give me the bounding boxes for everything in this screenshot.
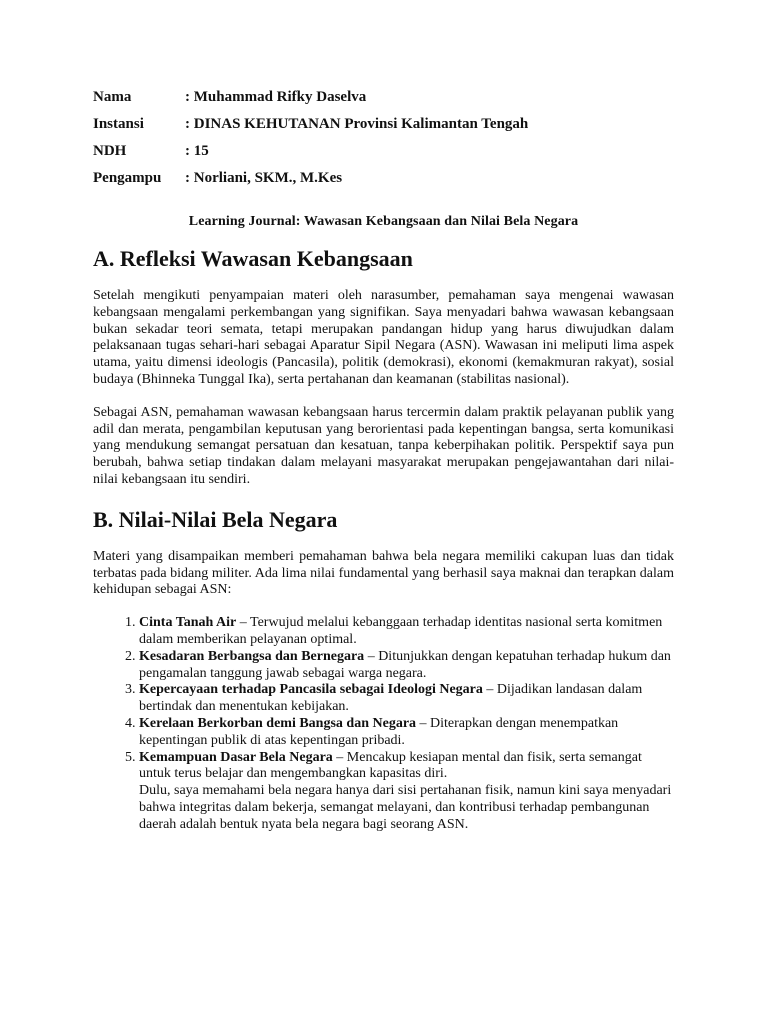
list-item-term: Kepercayaan terhadap Pancasila sebagai Ideologi Negara <box>139 682 483 698</box>
closing-paragraph: Dulu, saya memahami bela negara hanya dari sisi pertahanan fisik, namun kini saya menyadari bahwa integritas dalam bekerja, semangat melayani, dan kontribusi terhadap pembangunan daerah adalah bentuk nyata bela negara bagi seorang ASN. <box>139 783 672 832</box>
list-item-term: Cinta Tanah Air <box>139 615 237 631</box>
identity-block <box>93 85 674 193</box>
meta-label: NDH <box>93 143 127 159</box>
meta-row-pengampu <box>93 166 674 193</box>
meta-row-ndh <box>93 139 674 166</box>
list-item-text: – Dijadikan landasan dalam bertindak dan menentukan kebijakan. <box>139 682 643 715</box>
list-item-text: – Mencakup kesiapan mental dan fisik, serta semangat untuk terus belajar dan mengembangkan kapasitas diri. <box>139 749 642 782</box>
section-a-paragraph: Sebagai ASN, pemahaman wawasan kebangsaan harus tercermin dalam praktik pelayanan publik yang adil dan merata, pengambilan keputusan yang berorientasi pada kepentingan bangsa, serta komunikasi yang mendukung semangat persatuan dan kesatuan, tanpa keberpihakan politik. Perspektif saya pun berubah, bahwa setiap tindakan dalam melayani masyarakat merupakan pengejawantahan dari nilai-nilai kebangsaan itu sendiri. <box>93 404 674 487</box>
list-item-term: Kemampuan Dasar Bela Negara <box>139 749 333 765</box>
list-item <box>139 682 674 716</box>
section-a-paragraph: Setelah mengikuti penyampaian materi oleh narasumber, pemahaman saya mengenai wawasan kebangsaan mengalami perkembangan yang signifikan. Saya menyadari bahwa wawasan kebangsaan bukan sekadar teori semata, tetapi merupakan pandangan hidup yang harus diwujudkan dalam pelaksanaan tugas sehari-hari sebagai Aparatur Sipil Negara (ASN). Wawasan ini meliputi lima aspek utama, yaitu dimensi ideologis (Pancasila), politik (demokrasi), ekonomi (kemakmuran rakyat), sosial budaya (Bhinneka Tunggal Ika), serta pertahanan dan keamanan (stabilitas nasional). <box>93 288 674 387</box>
meta-row-nama <box>93 85 674 112</box>
list-item <box>139 716 674 750</box>
meta-value: : 15 <box>185 143 209 159</box>
meta-value: : Norliani, SKM., M.Kes <box>185 170 343 186</box>
meta-value: : Muhammad Rifky Daselva <box>185 89 367 105</box>
meta-label: Instansi <box>93 116 144 132</box>
list-item <box>139 615 674 649</box>
list-item-term: Kesadaran Berbangsa dan Bernegara <box>139 648 365 664</box>
meta-label: Pengampu <box>93 170 162 186</box>
section-a-heading: A. Refleksi Wawasan Kebangsaan <box>93 246 413 271</box>
meta-row-instansi <box>93 112 674 139</box>
list-item <box>139 750 674 834</box>
list-item-text: – Diterapkan dengan menempatkan kepentingan publik di atas kepentingan pribadi. <box>139 715 619 748</box>
list-item <box>139 649 674 683</box>
section-b-intro: Materi yang disampaikan memberi pemahaman bahwa bela negara memiliki cakupan luas dan tidak terbatas pada bidang militer. Ada lima nilai fundamental yang berhasil saya maknai dan terapkan dalam kehidupan sebagai ASN: <box>93 548 674 598</box>
meta-value: : DINAS KEHUTANAN Provinsi Kalimantan Tengah <box>185 116 529 132</box>
meta-label: Nama <box>93 89 132 105</box>
list-item-term: Kerelaan Berkorban demi Bangsa dan Negara <box>139 715 417 731</box>
journal-title: Learning Journal: Wawasan Kebangsaan dan Nilai Bela Negara <box>188 214 579 229</box>
document-page <box>93 85 674 834</box>
section-b-heading: B. Nilai-Nilai Bela Negara <box>93 506 338 532</box>
list-item-text: – Ditunjukkan dengan kepatuhan terhadap hukum dan pengamalan tanggung jawab sebagai warga negara. <box>139 648 671 681</box>
list-item-text: – Terwujud melalui kebanggaan terhadap identitas nasional serta komitmen dalam memberikan pelayanan optimal. <box>139 615 663 647</box>
bela-negara-values-list <box>93 615 674 833</box>
